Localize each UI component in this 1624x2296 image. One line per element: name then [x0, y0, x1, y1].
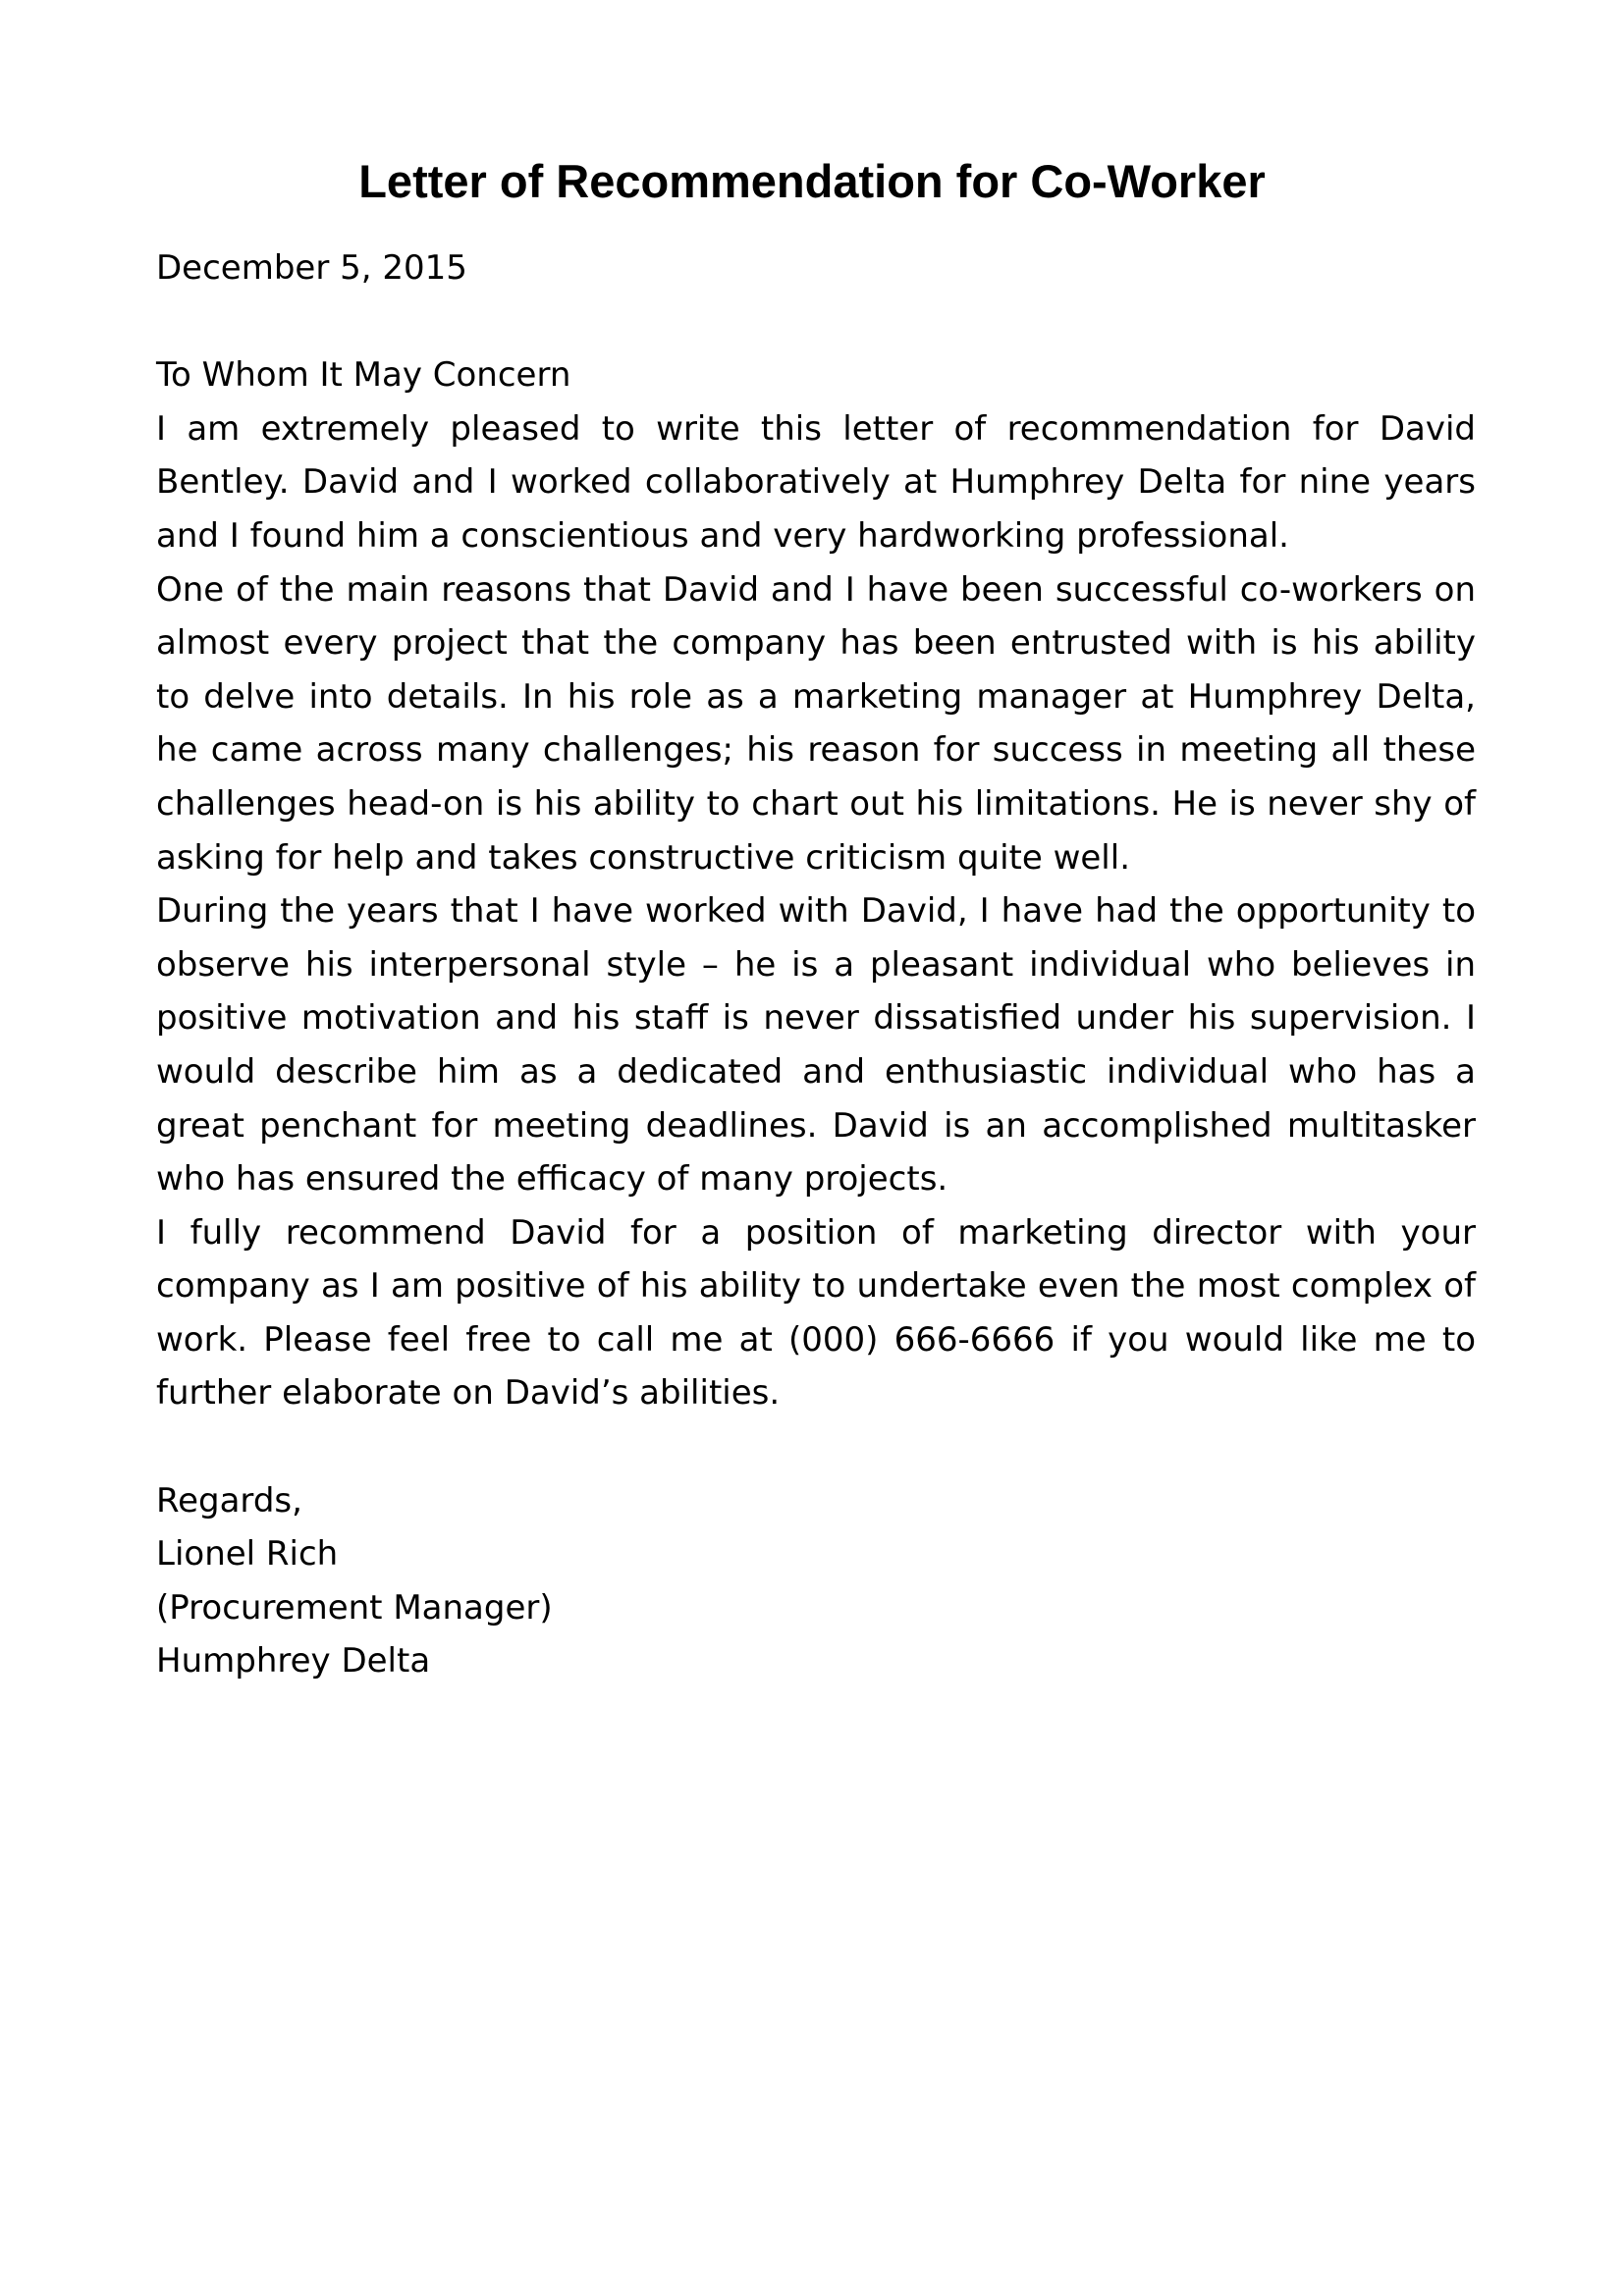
blank-line — [156, 295, 1476, 349]
paragraph-intro: I am extremely pleased to write this letter of recommendation for David Bentley. David and I worked collaboratively at Humphrey Delta for nine years and I found him a conscientious and very hardworking professional. — [156, 408, 1476, 556]
signer-company: Humphrey Delta — [156, 1641, 431, 1682]
signer-name: Lionel Rich — [156, 1534, 339, 1575]
letter-date: December 5, 2015 — [156, 248, 467, 288]
signer-title: (Procurement Manager) — [156, 1587, 553, 1628]
paragraph-recommendation: I fully recommend David for a position of marketing director with your company as I am positive of his ability to undertake even the most complex of work. Please feel free to call me at (000) 666-6666 if you would like me to further elaborate on David’s abilities. — [156, 1212, 1476, 1414]
blank-line — [156, 1420, 1476, 1474]
closing: Regards, — [156, 1480, 302, 1521]
paragraph-details: One of the main reasons that David and I have been successful co-workers on almost every project that the company has been entrusted with is his ability to delve into details. In his role as a marketing manager at Humphrey Delta, he came across many challenges; his reason for success in meeting all these challenges head-on is his ability to chart out his limitations. He is never shy of asking for help and takes constructive criticism quite well. — [156, 569, 1476, 878]
letter-title: Letter of Recommendation for Co-Worker — [358, 155, 1266, 207]
paragraph-interpersonal: During the years that I have worked with David, I have had the opportunity to observe his interpersonal style – he is a pleasant individual who believes in positive motivation and his staff is never dissatisfied under his supervision. I would describe him as a dedicated and enthusiastic individual who has a great penchant for meeting deadlines. David is an accomplished multitasker who has ensured the efficacy of many projects. — [156, 891, 1476, 1200]
letter-body — [156, 241, 1476, 1688]
salutation: To Whom It May Concern — [156, 355, 571, 396]
